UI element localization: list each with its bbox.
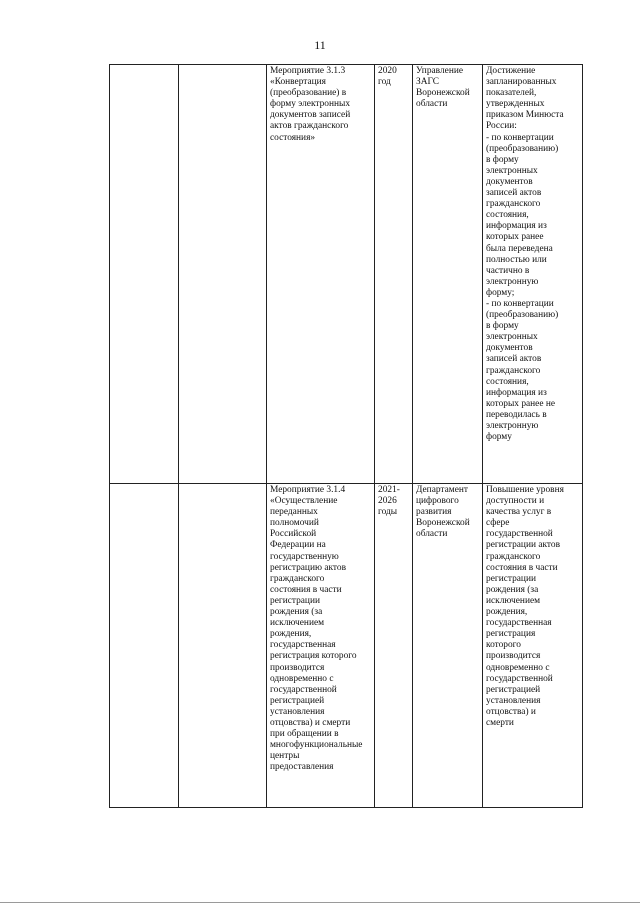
empty-cell: [179, 484, 267, 808]
empty-cell: [110, 65, 179, 484]
table-row: [110, 484, 583, 808]
period-cell: 2020 год: [375, 65, 413, 484]
period-cell: 2021- 2026 годы: [375, 484, 413, 808]
result-cell: Достижение запланированных показателей, утвержденных приказом Минюста России: - по конвертации (преобразованию) в форму электронных документов записей актов гражданского состояния, информация из которых ранее была переведена полностью или частично в электронную форму; - по конвертации (преобразованию) в форму электронных документов записей актов гражданского состояния, информация из которых ранее не переводилась в электронную форму: [483, 65, 583, 484]
activities-table: [109, 64, 583, 808]
executor-cell: Департамент цифрового развития Воронежской области: [413, 484, 483, 808]
measure-cell: Мероприятие 3.1.3 «Конвертация (преобразование) в форму электронных документов записей актов гражданского состояния»: [267, 65, 375, 484]
scan-edge-line: [0, 902, 640, 903]
empty-cell: [179, 65, 267, 484]
executor-cell: Управление ЗАГС Воронежской области: [413, 65, 483, 484]
table-row: [110, 65, 583, 484]
page-number: 11: [314, 38, 326, 52]
empty-cell: [110, 484, 179, 808]
measure-cell: Мероприятие 3.1.4 «Осуществление переданных полномочий Российской Федерации на государственную регистрацию актов гражданского состояния в части регистрации рождения (за исключением рождения, государственная регистрация которого производится одновременно с государственной регистрацией установления отцовства) и смерти при обращении в многофункциональные центры предоставления: [267, 484, 375, 808]
result-cell: Повышение уровня доступности и качества услуг в сфере государственной регистрации актов гражданского состояния в части регистрации рождения (за исключением рождения, государственная регистрация которого производится одновременно с государственной регистрацией установления отцовства) и смерти: [483, 484, 583, 808]
